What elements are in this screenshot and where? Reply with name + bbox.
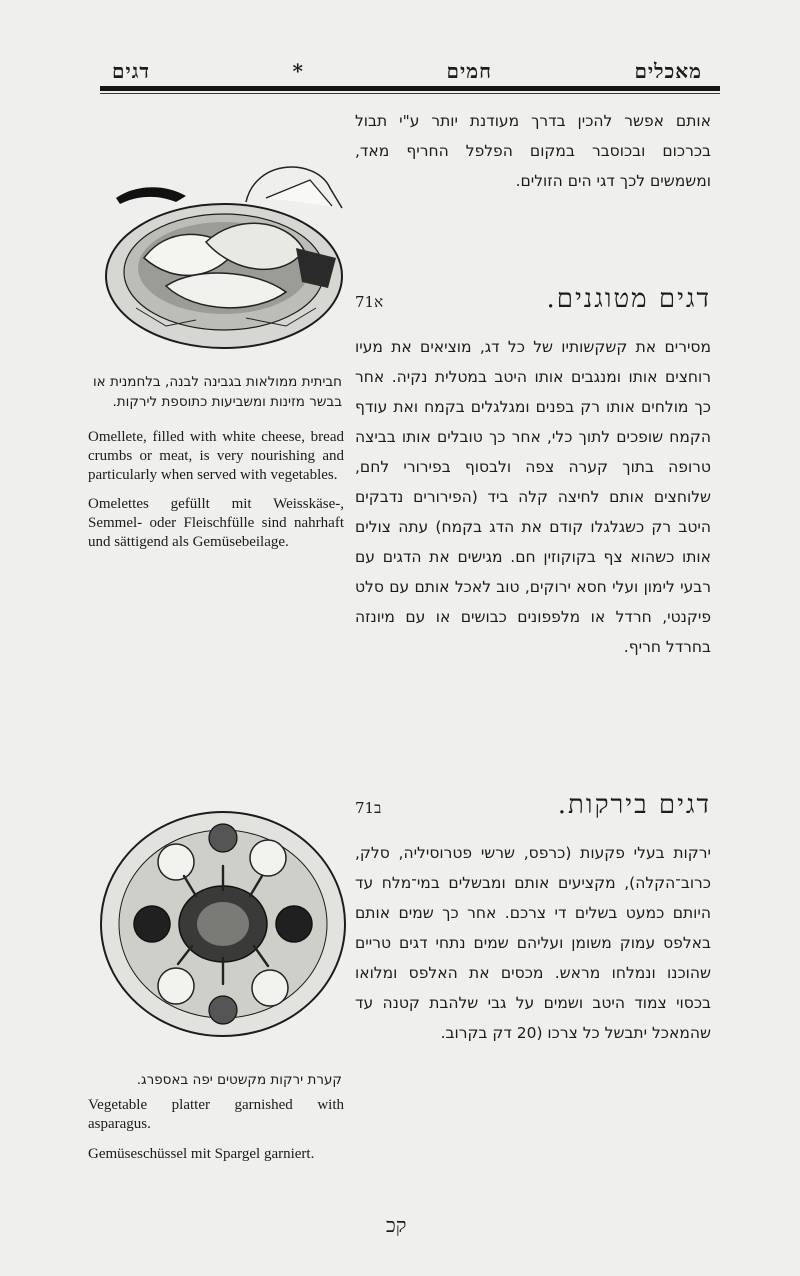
recipe-number: 71ב [355, 799, 382, 817]
figure2-caption-german: Gemüseschüssel mit Spargel garniert. [88, 1146, 315, 1162]
intro-paragraph: אותם אפשר להכין בדרך מעודנת יותר ע"י תבול בכרכום ובכוסבר במקום הפלפל החריף מאד, ומשמשים לכך דגי הים הזולים. [355, 112, 711, 190]
figure1-caption-german: Omelettes gefüllt mit Weisskäse-, Semmel- oder Fleischfülle sind nahrhaft und sättigend als Gemüsebeilage. [88, 496, 344, 550]
section-heading [355, 790, 711, 838]
header-star: * [292, 59, 304, 83]
figure1-caption-english: Omellete, filled with white cheese, bread crumbs or meat, is very nourishing and particularly when served with vegetables. [88, 429, 344, 483]
section-title: דגים מטוגנים. [546, 284, 711, 314]
recipe-body: ירקות בעלי פקעות (כרפס, שרשי פטרוסיליה, סלק, כרוב־הקלה), מקציעים אותם ומבשלים במי־מלח עד היותם כמעט בשלים די צרכם. אחר כך שמים אותם באלפס עמוק משומן ועליהם שמים נתחי דגים טריים שהוכנו ונמלחו מראש. מכסים את האלפס ומלואו בכסוי צמוד היטב ושמים על גבי שלהבת קטנה עד שהמאכל יתבשל כל צרכו (20 דק בקרוב. [355, 844, 711, 1042]
header-rule-thin [100, 93, 720, 94]
figure2-caption-hebrew: קערת ירקות מקשטים יפה באספרג. [136, 1072, 342, 1088]
omelette-illustration [96, 158, 352, 356]
header-rule-thick [100, 86, 720, 91]
section-title: דגים בירקות. [557, 790, 711, 820]
header-word-3: דגים [112, 58, 150, 83]
recipe-body: מסירים את קשקשותיו של כל דג, מוציאים את מעיו רוחצים אותו ומנגבים אותו היטב במטלית נקיה. אחר כך מולחים אותו רק בפנים ומגלגלים בקמח ואת עודף הקמח שופכים לתוך כלי, אחר כך טובלים אותו בביצה טרופה בתוך קערה צפה ולבסוף בפירורי לחם, שלוחצים אותם לחיצה קלה ביד (הפירורים נדבקים היטב רק כשגלגלו קודם את הדג בקמח) עתה צולים אותו כשהוא צף בקוקוזין חם. מגישים את הדגים עם רבעי לימון ועלי חסא ירוקים, טוב לאכל אותם עם סלט פיקנטי, חרדל או מלפפונים כבושים או עם מיונזה בחרדל חריף. [355, 338, 711, 656]
running-header [112, 58, 702, 84]
intro-block [355, 106, 711, 196]
section-heading [355, 284, 711, 332]
figure1-caption-hebrew: חביתית ממולאות בגבינה לבנה, בלחמנית או בבשר מזינות ומשביעות כתוספת לירקות. [92, 374, 342, 410]
header-word-2: חמים [446, 58, 492, 83]
vegetable-platter-illustration [92, 796, 354, 1064]
figure2-caption-english: Vegetable platter garnished with asparagus. [88, 1097, 344, 1132]
page-number: קכ [386, 1213, 407, 1237]
recipe-number: 71א [355, 293, 384, 311]
section-fish-vegetables [355, 790, 711, 1048]
header-word-1: מאכלים [634, 58, 702, 83]
section-fried-fish [355, 284, 711, 662]
